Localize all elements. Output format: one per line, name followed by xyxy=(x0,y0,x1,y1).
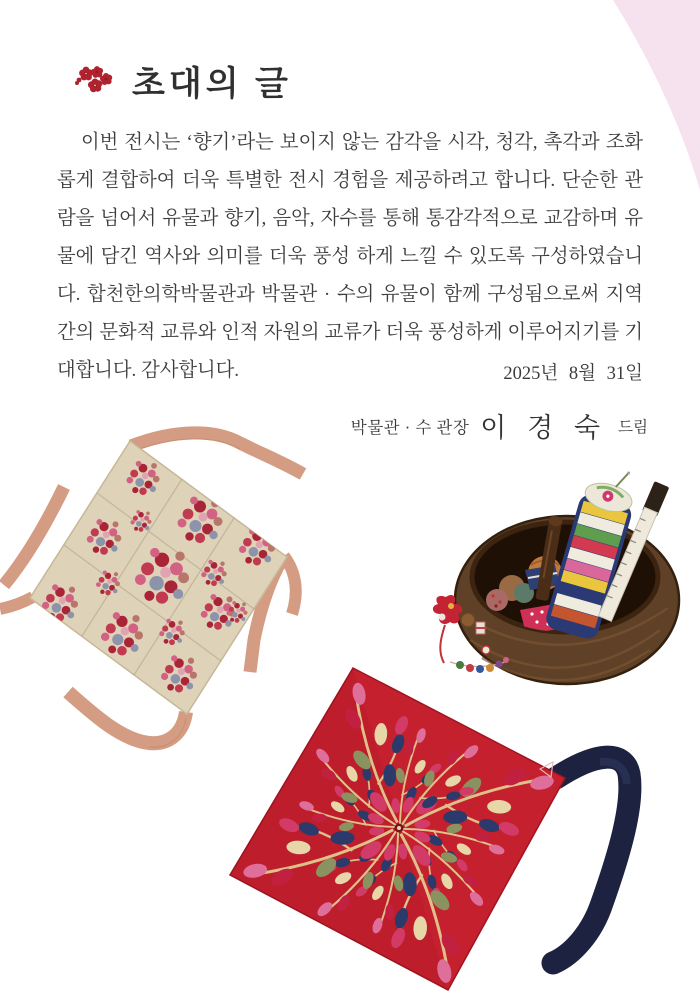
thimble xyxy=(461,613,475,627)
signature-name: 이 경 숙 xyxy=(480,413,608,443)
page-title: 초대의 글 xyxy=(132,66,292,103)
date-line: 2025년 8월 31일 xyxy=(503,364,643,384)
navy-strap xyxy=(553,757,630,963)
signature-org-title: 박물관 · 수 관장 xyxy=(350,417,470,437)
ribbon-tie xyxy=(0,597,33,609)
greeting-paragraph: 이번 전시는 ‘향기’라는 보이지 않는 감각을 시각, 청각, 촉각과 조화롭게 결합하여 더욱 특별한 전시 경험을 제공하려고 합니다. 단순한 관람을 넘어서 유물과 향기, 음악, 자수를 통해 통감각적으로 교감하며 유물에 담긴 역사와 의미를 더욱 풍성 하게 느낄 수 있도록 구성하였습니다. 합천한의학박물관과 박물관 · 수의 유물이 함께 구성됨으로써 지역간의 문화적 교류와 인적 자원의 교류가 더욱 풍성하게 이루어지기를 기대합니다. 감사합니다. xyxy=(57,132,643,381)
red-embroidered-wrapping-cloth-photo xyxy=(230,668,630,994)
signature-suffix: 드림 xyxy=(618,418,648,436)
beige-embroidered-cushion-photo xyxy=(0,433,303,747)
